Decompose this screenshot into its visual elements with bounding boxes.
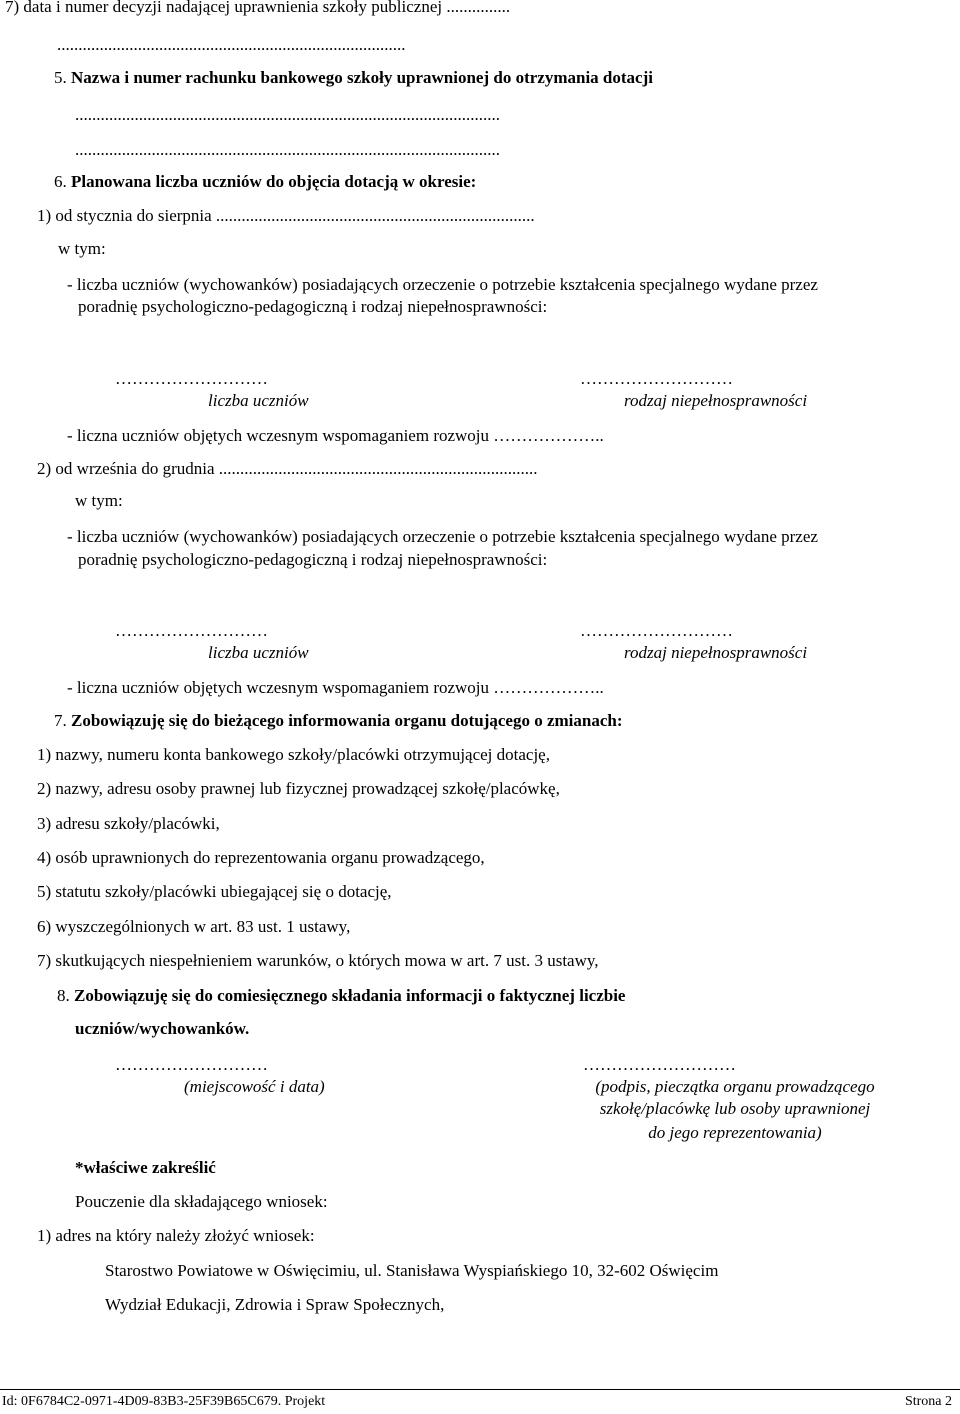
section-title: Zobowiązuję się do bieżącego informowania organu dotującego o zmianach: <box>71 711 623 730</box>
section-number: 6. <box>54 172 67 191</box>
list-item: 1) nazwy, numeru konta bankowego szkoły/placówki otrzymującej dotację, <box>37 745 550 764</box>
section-title: Planowana liczba uczniów do objęcia dotacją w okresie: <box>71 172 477 191</box>
list-item: 3) adresu szkoły/placówki, <box>37 814 220 833</box>
list-item: 5) statutu szkoły/placówki ubiegającej się o dotację, <box>37 882 392 901</box>
section-7-heading <box>54 711 623 731</box>
period-2-early-support: - liczna uczniów objętych wczesnym wspomaganiem rozwoju ……………….. <box>67 678 604 697</box>
section-6-heading <box>54 172 476 192</box>
bank-account-line-1: .................................................................................................... <box>75 105 500 124</box>
address-line-2: Wydział Edukacji, Zdrowia i Spraw Społecznych, <box>105 1295 445 1314</box>
list-item: 2) nazwy, adresu osoby prawnej lub fizycznej prowadzącej szkołę/placówkę, <box>37 779 560 798</box>
footer-divider <box>0 1389 960 1390</box>
place-date-blank: ……………………… <box>115 1055 268 1074</box>
page-number: Strona 2 <box>904 1394 952 1409</box>
footnote-circle-applicable: *właściwe zakreślić <box>75 1158 216 1177</box>
place-date-caption: (miejscowość i data) <box>184 1077 325 1096</box>
period-2-special-needs-line-2: poradnię psychologiczno-pedagogiczną i rodzaj niepełnosprawności: <box>78 550 548 569</box>
period-1-w-tym: w tym: <box>58 239 106 258</box>
instructions-title: Pouczenie dla składającego wniosek: <box>75 1192 328 1211</box>
period-2-w-tym: w tym: <box>75 491 123 510</box>
section-number: 5. <box>54 68 67 87</box>
period-2-disability-caption: rodzaj niepełnosprawności <box>624 643 808 662</box>
list-item: 6) wyszczególnionych w art. 83 ust. 1 ustawy, <box>37 917 351 936</box>
section-8-heading <box>57 986 625 1006</box>
section-number: 7. <box>54 711 67 730</box>
period-2-label: 2) od września do grudnia ........................................................................... <box>37 459 538 478</box>
period-1-special-needs-line-1: - liczba uczniów (wychowanków) posiadających orzeczenie o potrzebie kształcenia specjalnego wydane przez <box>67 275 818 294</box>
section-title: Nazwa i numer rachunku bankowego szkoły uprawnionej do otrzymania dotacji <box>71 68 653 87</box>
period-2-disability-blank: ……………………… <box>580 621 733 640</box>
item-7-decision: 7) data i numer decyzji nadającej uprawnienia szkoły publicznej ............... <box>5 0 511 16</box>
signature-caption-line-3: do jego reprezentowania) <box>648 1123 822 1142</box>
period-1-count-blank: ……………………… <box>115 369 268 388</box>
signature-caption-line-1: (podpis, pieczątka organu prowadzącego <box>595 1077 875 1096</box>
section-8-title-continuation: uczniów/wychowanków. <box>75 1019 250 1038</box>
instructions-item-1: 1) adres na który należy złożyć wniosek: <box>37 1226 315 1245</box>
address-line-1: Starostwo Powiatowe w Oświęcimiu, ul. Stanisława Wyspiańskiego 10, 32-602 Oświęcim <box>105 1261 719 1280</box>
signature-blank: ……………………… <box>583 1055 736 1074</box>
period-2-special-needs-line-1: - liczba uczniów (wychowanków) posiadających orzeczenie o potrzebie kształcenia specjalnego wydane przez <box>67 527 818 546</box>
list-item: 7) skutkujących niespełnieniem warunków, o których mowa w art. 7 ust. 3 ustawy, <box>37 951 599 970</box>
bank-account-line-2: .................................................................................................... <box>75 140 500 159</box>
section-number: 8. <box>57 986 70 1005</box>
section-5-heading <box>54 68 653 88</box>
period-1-count-caption: liczba uczniów <box>208 391 309 410</box>
list-item: 4) osób uprawnionych do reprezentowania organu prowadzącego, <box>37 848 485 867</box>
period-1-disability-caption: rodzaj niepełnosprawności <box>624 391 808 410</box>
section-title: Zobowiązuję się do comiesięcznego składania informacji o faktycznej liczbie <box>74 986 626 1005</box>
document-id: Id: 0F6784C2-0971-4D09-83B3-25F39B65C679. Projekt <box>2 1394 326 1409</box>
period-1-early-support: - liczna uczniów objętych wczesnym wspomaganiem rozwoju ……………….. <box>67 426 604 445</box>
period-2-count-blank: ……………………… <box>115 621 268 640</box>
period-1-disability-blank: ……………………… <box>580 369 733 388</box>
item-7-decision-continuation: .................................................................................. <box>57 35 406 54</box>
period-1-label: 1) od stycznia do sierpnia ........................................................................... <box>37 206 535 225</box>
signature-caption-line-2: szkołę/placówkę lub osoby uprawnionej <box>599 1099 871 1118</box>
period-2-count-caption: liczba uczniów <box>208 643 309 662</box>
period-1-special-needs-line-2: poradnię psychologiczno-pedagogiczną i rodzaj niepełnosprawności: <box>78 297 548 316</box>
